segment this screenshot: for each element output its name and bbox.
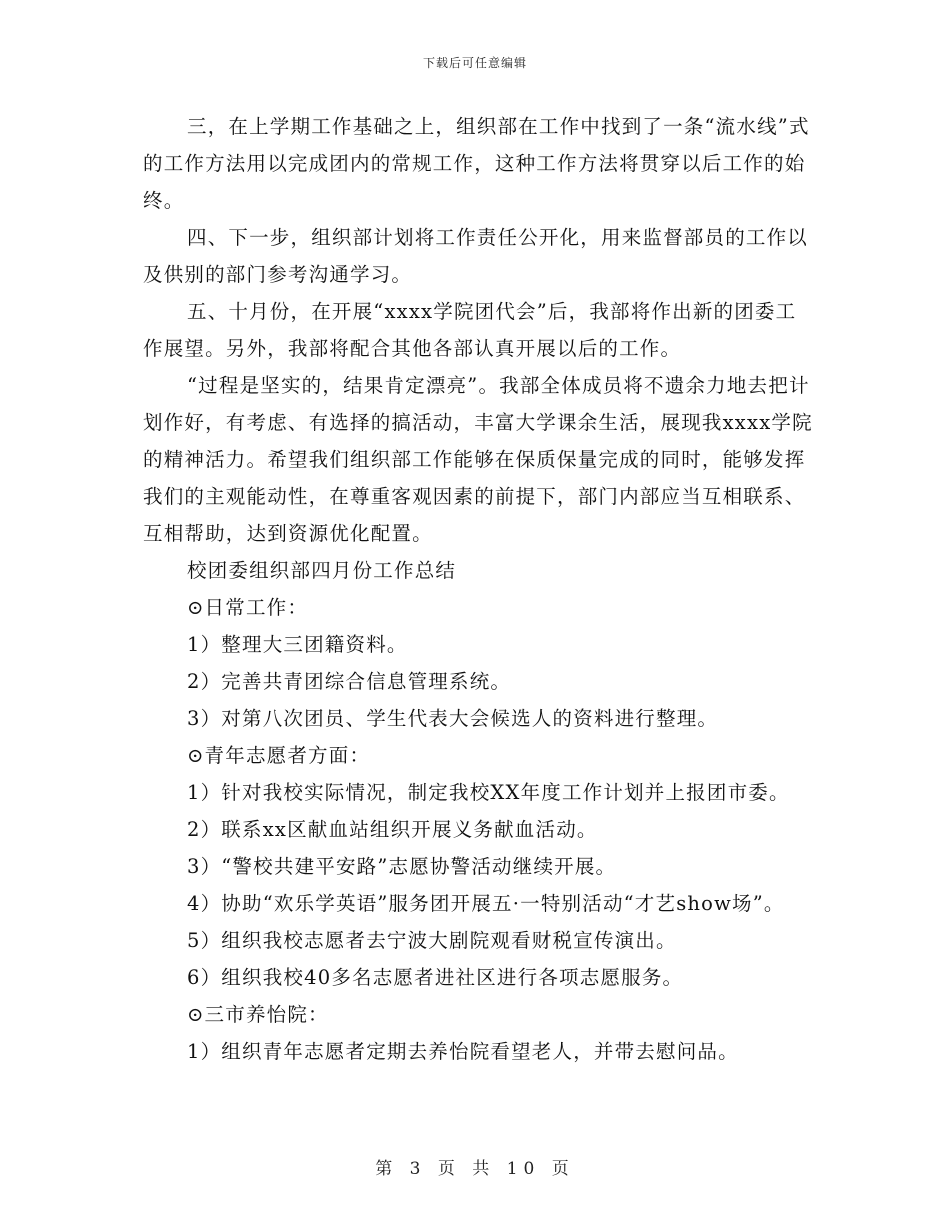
list-item: 1）组织青年志愿者定期去养怡院看望老人，并带去慰问品。 [187, 1040, 739, 1063]
section-title: 校团委组织部四月份工作总结 [187, 559, 457, 582]
section-heading-nursing-home: ⊙三市养怡院： [187, 1003, 329, 1026]
list-item: 1）整理大三团籍资料。 [187, 633, 408, 656]
paragraph-conclusion: “过程是坚实的，结果肯定漂亮”。我部全体成员将不遗余力地去把计划作好，有考虑、有选择的搞活动，丰富大学课余生活，展现我xxxx学院的精神活力。希望我们组织部工作能够在保质保量完成的同时，能够发挥我们的主观能动性，在尊重客观因素的前提下，部门内部应当互相联系、互相帮助，达到资源优化配置。 [143, 374, 813, 545]
paragraph-point-three: 三，在上学期工作基础之上，组织部在工作中找到了一条“流水线”式的工作方法用以完成团内的常规工作，这种工作方法将贯穿以后工作的始终。 [143, 115, 810, 212]
page-footer: 第 3 页 共 10 页 [375, 1159, 575, 1179]
section-heading-daily-work: ⊙日常工作： [187, 596, 309, 619]
paragraph-point-five: 五、十月份，在开展“xxxx学院团代会”后，我部将作出新的团委工作展望。另外，我部将配合其他各部认真开展以后的工作。 [143, 300, 797, 360]
document-body [143, 108, 815, 1070]
paragraph-point-four: 四、下一步，组织部计划将工作责任公开化，用来监督部员的工作以及供别的部门参考沟通学习。 [143, 226, 809, 286]
list-item: 3）“警校共建平安路”志愿协警活动继续开展。 [187, 855, 617, 878]
list-item: 1）针对我校实际情况，制定我校XX年度工作计划并上报团市委。 [187, 781, 790, 804]
page-header: 下载后可任意编辑 [422, 56, 527, 70]
section-heading-volunteers: ⊙青年志愿者方面： [187, 744, 371, 767]
list-item: 5）组织我校志愿者去宁波大剧院观看财税宣传演出。 [187, 929, 677, 952]
list-item: 4）协助“欢乐学英语”服务团开展五·一特别活动“才艺show场”。 [187, 892, 785, 915]
list-item: 3）对第八次团员、学生代表大会候选人的资料进行整理。 [187, 707, 719, 730]
list-item: 6）组织我校40多名志愿者进社区进行各项志愿服务。 [187, 966, 684, 989]
list-item: 2）完善共青团综合信息管理系统。 [187, 670, 512, 693]
list-item: 2）联系xx区献血站组织开展义务献血活动。 [187, 818, 598, 841]
